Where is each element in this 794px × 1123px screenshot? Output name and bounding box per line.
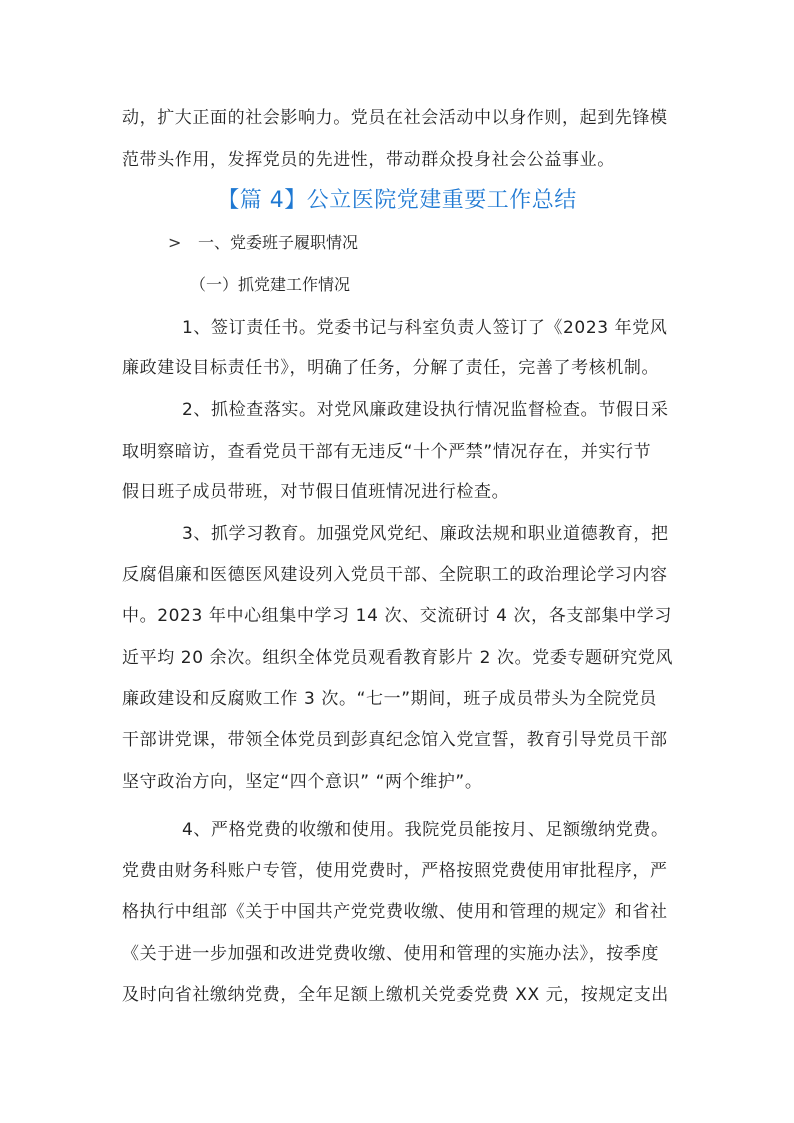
paragraph-line: 干部讲党课，带领全体党员到彭真纪念馆入党宣誓，教育引导党员干部	[122, 730, 668, 750]
paragraph-line: 2、抓检查落实。对党风廉政建设执行情况监督检查。节假日采	[182, 400, 669, 420]
paragraph-line: 《关于进一步加强和改进党费收缴、使用和管理的实施办法》，按季度	[122, 944, 660, 964]
heading-level1	[168, 232, 358, 254]
carryover-line: 范带头作用，发挥党员的先进性，带动群众投身社会公益事业。	[122, 150, 615, 170]
paragraph-line: 坚守政治方向，坚定“四个意识” “两个维护”。	[122, 772, 483, 792]
paragraph-line: 党费由财务科账户专管，使用党费时，严格按照党费使用审批程序，严	[122, 861, 668, 881]
paragraph-line: 及时向省社缴纳党费，全年足额上缴机关党委党费 XX 元，按规定支出	[122, 985, 669, 1005]
paragraph-line: 中。2023 年中心组集中学习 14 次、交流研讨 4 次，各支部集中学习	[122, 606, 672, 626]
paragraph-line: 格执行中组部《关于中国共产党党费收缴、使用和管理的规定》和省社	[122, 902, 668, 922]
paragraph-line: 廉政建设和反腐败工作 3 次。“七一”期间，班子成员带头为全院党员	[122, 689, 658, 709]
section-title: 【篇 4】公立医院党建重要工作总结	[217, 188, 577, 213]
paragraph-line: 4、严格党费的收缴和使用。我院党员能按月、足额缴纳党费。	[182, 820, 669, 840]
paragraph-line: 近平均 20 余次。组织全体党员观看教育影片 2 次。党委专题研究党风	[122, 648, 674, 668]
paragraph-line: 反腐倡廉和医德医风建设列入党员干部、全院职工的政治理论学习内容	[122, 565, 668, 585]
carryover-line: 动，扩大正面的社会影响力。党员在社会活动中以身作则，起到先锋模	[122, 108, 668, 128]
paragraph-line: 3、抓学习教育。加强党风党纪、廉政法规和职业道德教育，把	[182, 524, 669, 544]
paragraph-line: 廉政建设目标责任书》，明确了任务，分解了责任，完善了考核机制。	[122, 358, 660, 378]
paragraph-line: 1、签订责任书。党委书记与科室负责人签订了《2023 年党风	[182, 318, 668, 338]
paragraph-line: 取明察暗访，查看党员干部有无违反“十个严禁”情况存在，并实行节	[122, 442, 652, 462]
heading-level2: （一）抓党建工作情况	[190, 275, 351, 294]
paragraph-line: 假日班子成员带班，对节假日值班情况进行检查。	[122, 482, 510, 502]
bullet-marker-icon: >	[168, 233, 182, 252]
heading-level1-text: 一、党委班子履职情况	[198, 233, 359, 252]
